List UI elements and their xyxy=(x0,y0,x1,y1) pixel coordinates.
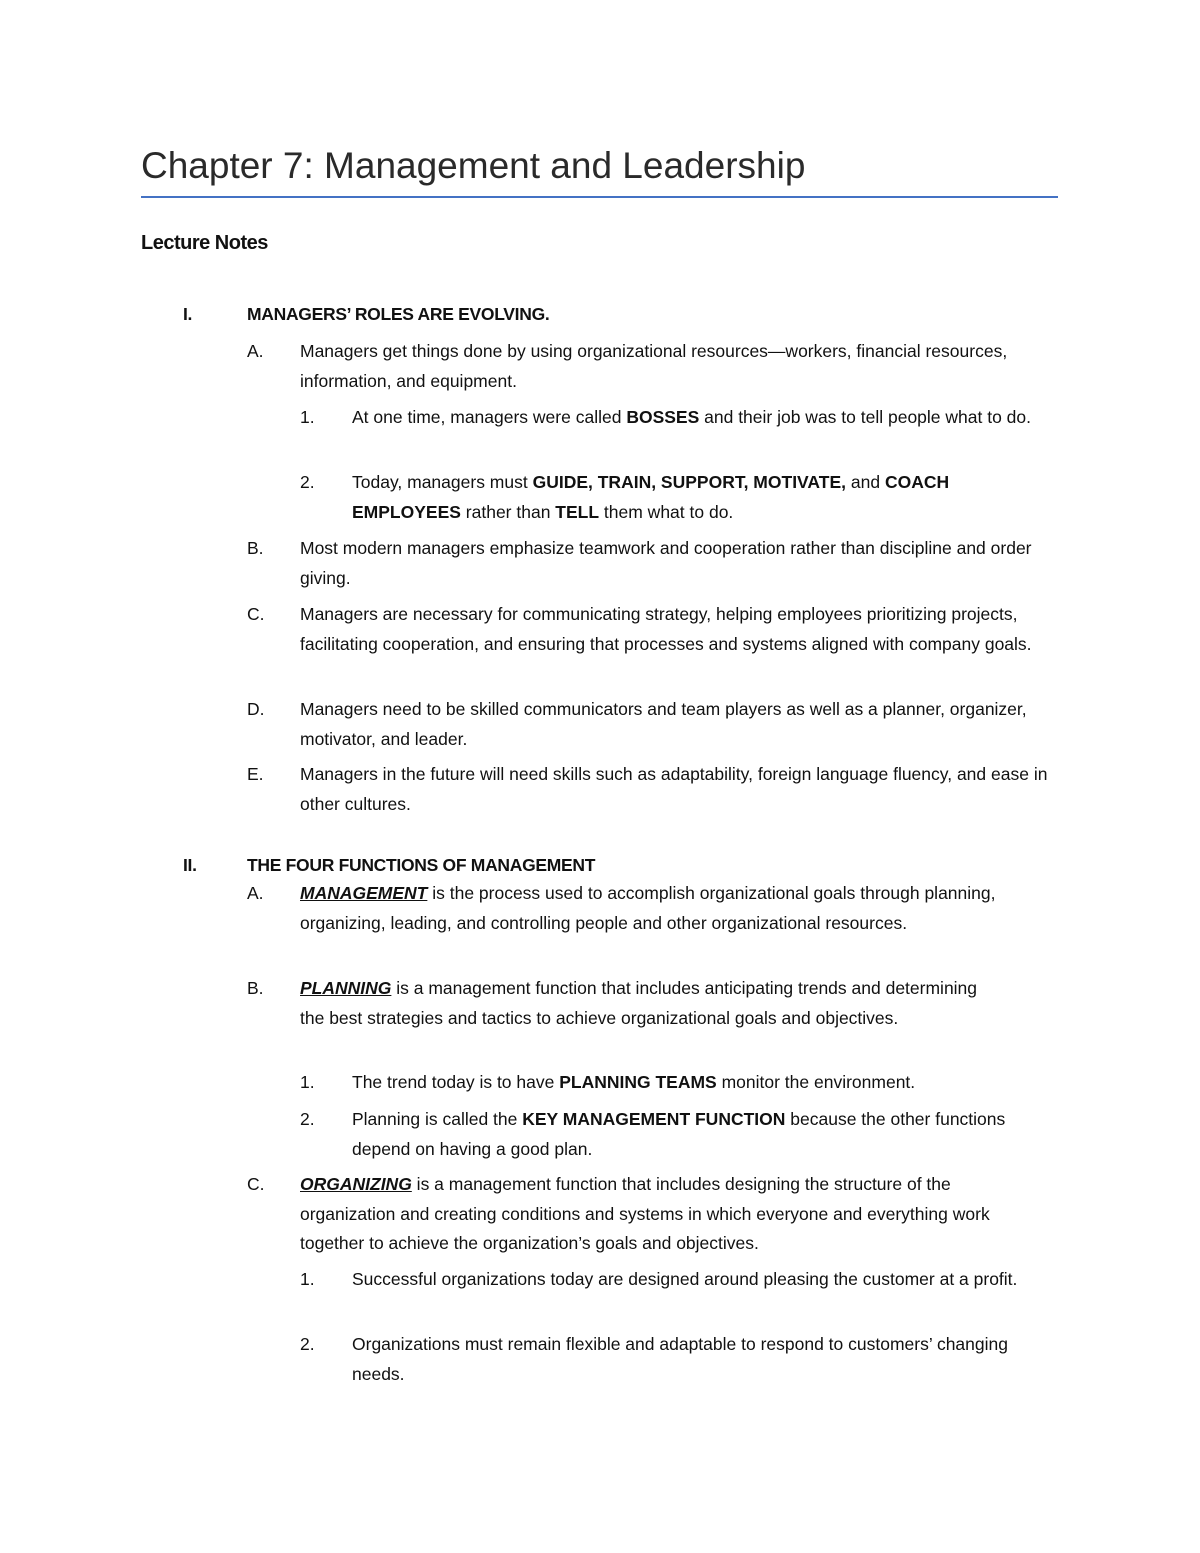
item-1c-marker: C. xyxy=(247,604,265,624)
item-1a2-marker: 2. xyxy=(300,472,315,492)
item-1a-marker: A. xyxy=(247,341,264,361)
item-2b-marker: B. xyxy=(247,978,264,998)
item-2c-marker: C. xyxy=(247,1174,265,1194)
item-2c-text: ORGANIZING is a management function that includes designing the structure of the organization and creating conditions and systems in which everyone and everything work together to achieve the organization’s goals and objectives. xyxy=(300,1174,990,1253)
item-1a-text: Managers get things done by using organizational resources—workers, financial resources, information, and equipment. xyxy=(300,341,1008,391)
section-1-marker: I. xyxy=(183,304,193,324)
item-2b1-text: The trend today is to have PLANNING TEAMS monitor the environment. xyxy=(352,1072,916,1092)
section-2-marker: II. xyxy=(183,855,197,875)
item-1a1-marker: 1. xyxy=(300,407,315,427)
term-management: MANAGEMENT xyxy=(300,883,428,903)
item-1e-text: Managers in the future will need skills such as adaptability, foreign language fluency, and ease in other cultures. xyxy=(300,764,1048,814)
item-1d-text: Managers need to be skilled communicators and team players as well as a planner, organizer, motivator, and leader. xyxy=(300,699,1027,749)
term-planning: PLANNING xyxy=(300,978,392,998)
item-1b-marker: B. xyxy=(247,538,264,558)
item-2c1-marker: 1. xyxy=(300,1269,315,1289)
item-2a-marker: A. xyxy=(247,883,264,903)
item-2b-text: PLANNING is a management function that includes anticipating trends and determining the best strategies and tactics to achieve organizational goals and objectives. xyxy=(300,978,978,1028)
item-1c-text: Managers are necessary for communicating strategy, helping employees prioritizing projects, facilitating cooperation, and ensuring that processes and systems aligned with company goals. xyxy=(300,604,1032,654)
term-organizing: ORGANIZING xyxy=(300,1174,412,1194)
section-1-heading: MANAGERS’ ROLES ARE EVOLVING. xyxy=(247,304,550,324)
item-2b2-text: Planning is called the KEY MANAGEMENT FUNCTION because the other functions depend on having a good plan. xyxy=(352,1109,1006,1159)
item-1a2-text: Today, managers must GUIDE, TRAIN, SUPPORT, MOTIVATE, and COACH EMPLOYEES rather than TELL them what to do. xyxy=(352,472,950,522)
item-2c2-marker: 2. xyxy=(300,1334,315,1354)
item-2c1-text: Successful organizations today are designed around pleasing the customer at a profit. xyxy=(352,1269,1018,1289)
item-1b-text: Most modern managers emphasize teamwork and cooperation rather than discipline and order giving. xyxy=(300,538,1032,588)
item-2b1-marker: 1. xyxy=(300,1072,315,1092)
title-underline-rule xyxy=(141,196,1058,198)
lecture-notes-heading: Lecture Notes xyxy=(141,232,268,254)
item-2c2-text: Organizations must remain flexible and adaptable to respond to customers’ changing needs. xyxy=(352,1334,1008,1384)
item-2b2-marker: 2. xyxy=(300,1109,315,1129)
item-1a1-text: At one time, managers were called BOSSES and their job was to tell people what to do. xyxy=(352,407,1032,427)
item-1d-marker: D. xyxy=(247,699,265,719)
item-1e-marker: E. xyxy=(247,764,264,784)
item-2a-text: MANAGEMENT is the process used to accomplish organizational goals through planning, organizing, leading, and controlling people and other organizational resources. xyxy=(300,883,996,933)
section-2-heading: THE FOUR FUNCTIONS OF MANAGEMENT xyxy=(247,855,596,875)
page-title: Chapter 7: Management and Leadership xyxy=(141,145,806,186)
